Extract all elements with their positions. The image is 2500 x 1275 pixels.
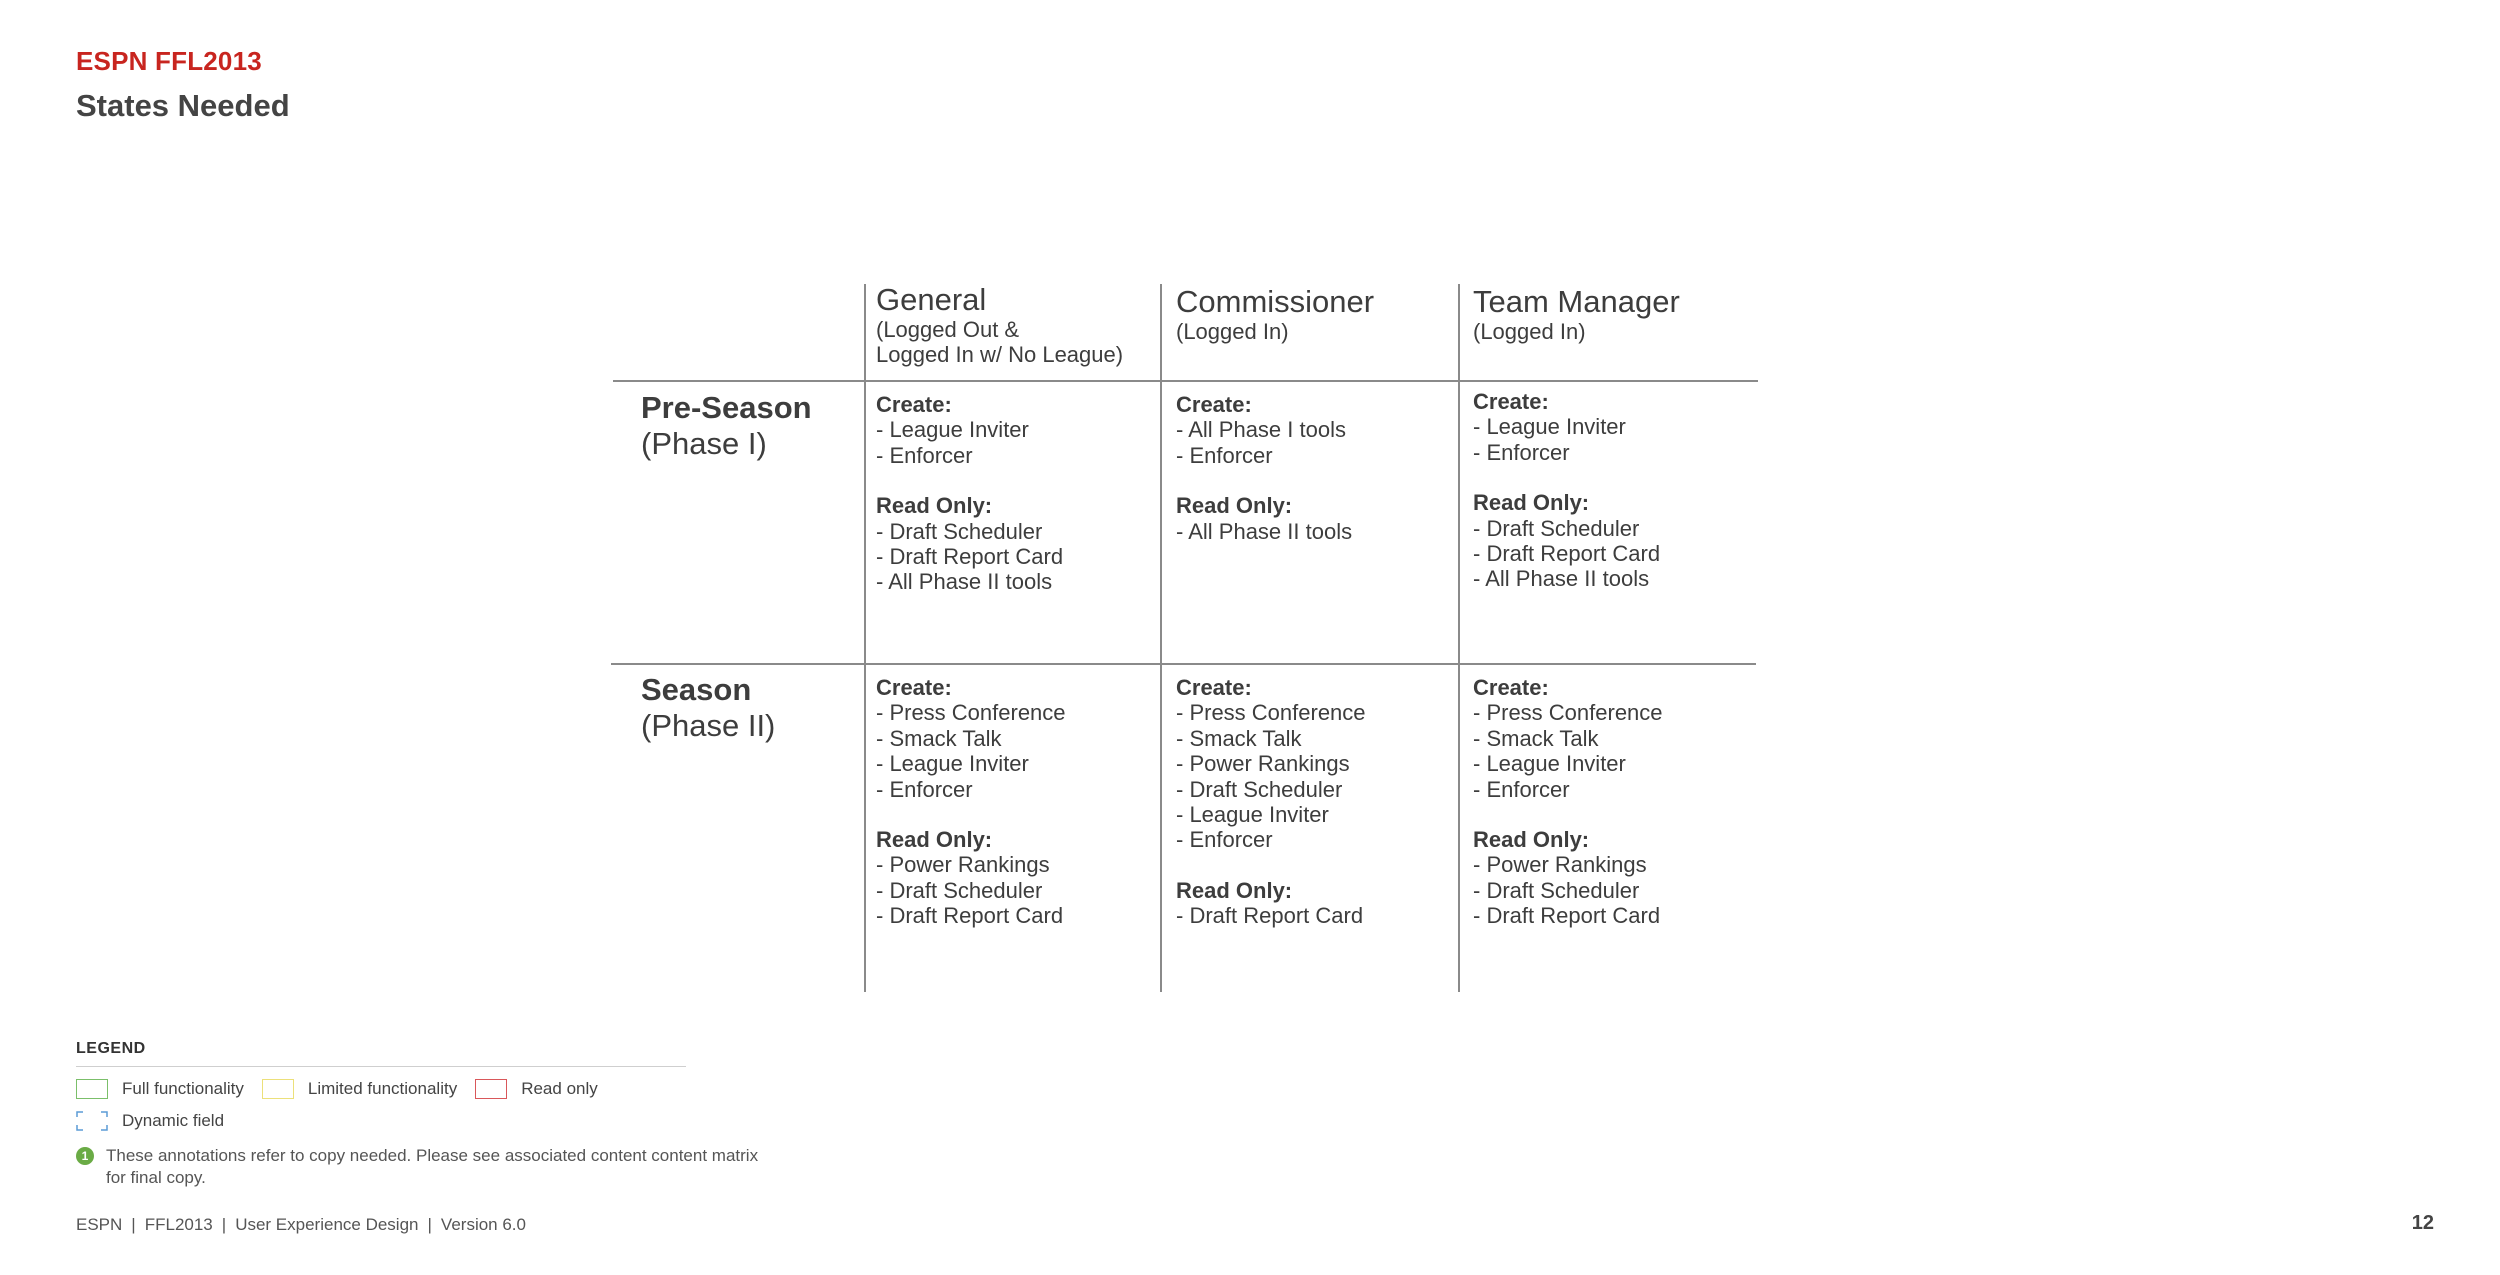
create-group — [1176, 392, 1352, 468]
create-group — [1176, 675, 1366, 853]
tool-item: - Power Rankings — [1473, 852, 1647, 878]
cell-preseason-general — [876, 392, 1063, 595]
column-header-name: General — [876, 282, 987, 317]
tool-item: - Press Conference — [1473, 700, 1663, 726]
footer-part: FFL2013 — [144, 1215, 213, 1234]
tool-item: - Draft Report Card — [1473, 541, 1661, 567]
column-header-name: Team Manager — [1473, 284, 1680, 319]
tool-item: - Smack Talk — [1473, 725, 1599, 751]
footer-part: User Experience Design — [235, 1215, 419, 1234]
legend-title: LEGEND — [76, 1040, 686, 1067]
row-divider-preseason — [613, 380, 1758, 382]
tool-item: - League Inviter — [876, 751, 1029, 777]
row-header-name: Season — [641, 672, 752, 707]
tool-item: - All Phase I tools — [1176, 417, 1346, 443]
row-header-phase: (Phase I) — [641, 426, 767, 461]
legend-item-full — [76, 1079, 244, 1099]
tool-item: - League Inviter — [1176, 802, 1329, 828]
limited-functionality-swatch — [262, 1079, 294, 1099]
footer — [76, 1215, 526, 1235]
annotation-text: These annotations refer to copy needed. Please see associated content content matrix for final copy. — [106, 1146, 759, 1187]
read-only-swatch — [475, 1079, 507, 1099]
legend-label-read: Read only — [521, 1079, 598, 1098]
read-only-group — [876, 493, 1063, 595]
column-header-general — [876, 283, 1123, 367]
tool-item: - Enforcer — [1176, 827, 1273, 853]
tool-item: - Enforcer — [1176, 442, 1273, 468]
create-label: Create: — [876, 675, 952, 700]
dynamic-field-swatch — [76, 1111, 108, 1131]
row-divider-season — [611, 663, 1756, 665]
row-header-name: Pre-Season — [641, 390, 812, 425]
tool-item: - League Inviter — [1473, 414, 1626, 440]
read-only-label: Read Only: — [876, 827, 993, 853]
read-only-group — [1473, 490, 1660, 592]
legend-item-dynamic — [76, 1111, 224, 1131]
footer-separator: | — [131, 1215, 136, 1234]
create-label: Create: — [1473, 389, 1549, 414]
read-only-label: Read Only: — [1176, 493, 1293, 519]
tool-item: - Smack Talk — [1176, 725, 1302, 751]
column-divider-general — [864, 284, 866, 992]
cell-season-commissioner — [1176, 675, 1366, 929]
row-header-phase: (Phase II) — [641, 708, 776, 743]
tool-item: - Draft Scheduler — [876, 518, 1043, 544]
tool-item: - Enforcer — [1473, 776, 1570, 802]
tool-item: - Draft Scheduler — [1473, 877, 1640, 903]
legend-item-read — [475, 1079, 598, 1099]
tool-item: - Draft Report Card — [1473, 903, 1661, 929]
tool-item: - Draft Scheduler — [1473, 515, 1640, 541]
tool-item: - League Inviter — [1473, 751, 1626, 777]
tool-item: - Draft Report Card — [1176, 903, 1364, 929]
page-number: 12 — [2411, 1212, 2434, 1234]
legend — [76, 1040, 759, 1189]
column-header-team-manager — [1473, 285, 1680, 344]
read-only-label: Read Only: — [1473, 490, 1590, 516]
create-group — [1473, 389, 1660, 465]
legend-label-dynamic: Dynamic field — [122, 1111, 225, 1130]
column-header-sub: (Logged In) — [1473, 319, 1586, 344]
tool-item: - League Inviter — [876, 417, 1029, 443]
tool-item: - Enforcer — [876, 776, 973, 802]
column-header-name: Commissioner — [1176, 284, 1375, 319]
tool-item: - Draft Scheduler — [876, 877, 1043, 903]
tool-item: - Smack Talk — [876, 725, 1002, 751]
brand-title: ESPN FFL2013 — [76, 46, 262, 76]
read-only-group — [1176, 493, 1352, 544]
tool-item: - Power Rankings — [876, 852, 1050, 878]
column-header-sub: (Logged In) — [1176, 319, 1289, 344]
create-group — [876, 392, 1063, 468]
read-only-label: Read Only: — [876, 493, 993, 519]
read-only-group — [1176, 878, 1366, 929]
footer-part: ESPN — [76, 1215, 123, 1234]
annotation-note — [76, 1145, 766, 1189]
tool-item: - Power Rankings — [1176, 751, 1350, 777]
page-title: States Needed — [76, 88, 290, 123]
legend-row-dynamic — [76, 1111, 686, 1131]
legend-label-full: Full functionality — [122, 1079, 244, 1098]
create-label: Create: — [1176, 675, 1252, 700]
legend-row-functionality — [76, 1079, 686, 1099]
cell-season-team-manager — [1473, 675, 1663, 929]
tool-item: - All Phase II tools — [1473, 566, 1650, 592]
full-functionality-swatch — [76, 1079, 108, 1099]
column-header-commissioner — [1176, 285, 1374, 344]
cell-preseason-team-manager — [1473, 389, 1660, 592]
create-label: Create: — [1176, 392, 1252, 417]
row-header-preseason — [641, 390, 812, 462]
create-group — [1473, 675, 1663, 802]
column-divider-commissioner — [1160, 284, 1162, 992]
tool-item: - Enforcer — [876, 442, 973, 468]
cell-season-general — [876, 675, 1066, 929]
create-group — [876, 675, 1066, 802]
column-header-sub: (Logged Out & Logged In w/ No League) — [876, 317, 1124, 367]
tool-item: - Press Conference — [876, 700, 1066, 726]
column-divider-team-manager — [1458, 284, 1460, 992]
row-header-season — [641, 672, 775, 744]
tool-item: - Enforcer — [1473, 439, 1570, 465]
annotation-number-icon: 1 — [76, 1147, 94, 1165]
tool-item: - Draft Scheduler — [1176, 776, 1343, 802]
legend-label-limited: Limited functionality — [307, 1079, 458, 1098]
create-label: Create: — [1473, 675, 1549, 700]
tool-item: - All Phase II tools — [1176, 518, 1353, 544]
footer-part: Version 6.0 — [440, 1215, 526, 1234]
footer-separator: | — [221, 1215, 227, 1234]
tool-item: - All Phase II tools — [876, 569, 1053, 595]
read-only-group — [1473, 827, 1663, 929]
cell-preseason-commissioner — [1176, 392, 1352, 544]
legend-item-limited — [262, 1079, 457, 1099]
read-only-label: Read Only: — [1176, 877, 1293, 903]
tool-item: - Draft Report Card — [876, 544, 1064, 570]
tool-item: - Press Conference — [1176, 700, 1366, 726]
read-only-label: Read Only: — [1473, 827, 1590, 853]
tool-item: - Draft Report Card — [876, 903, 1064, 929]
read-only-group — [876, 827, 1066, 929]
footer-separator: | — [427, 1215, 432, 1234]
create-label: Create: — [876, 392, 952, 417]
